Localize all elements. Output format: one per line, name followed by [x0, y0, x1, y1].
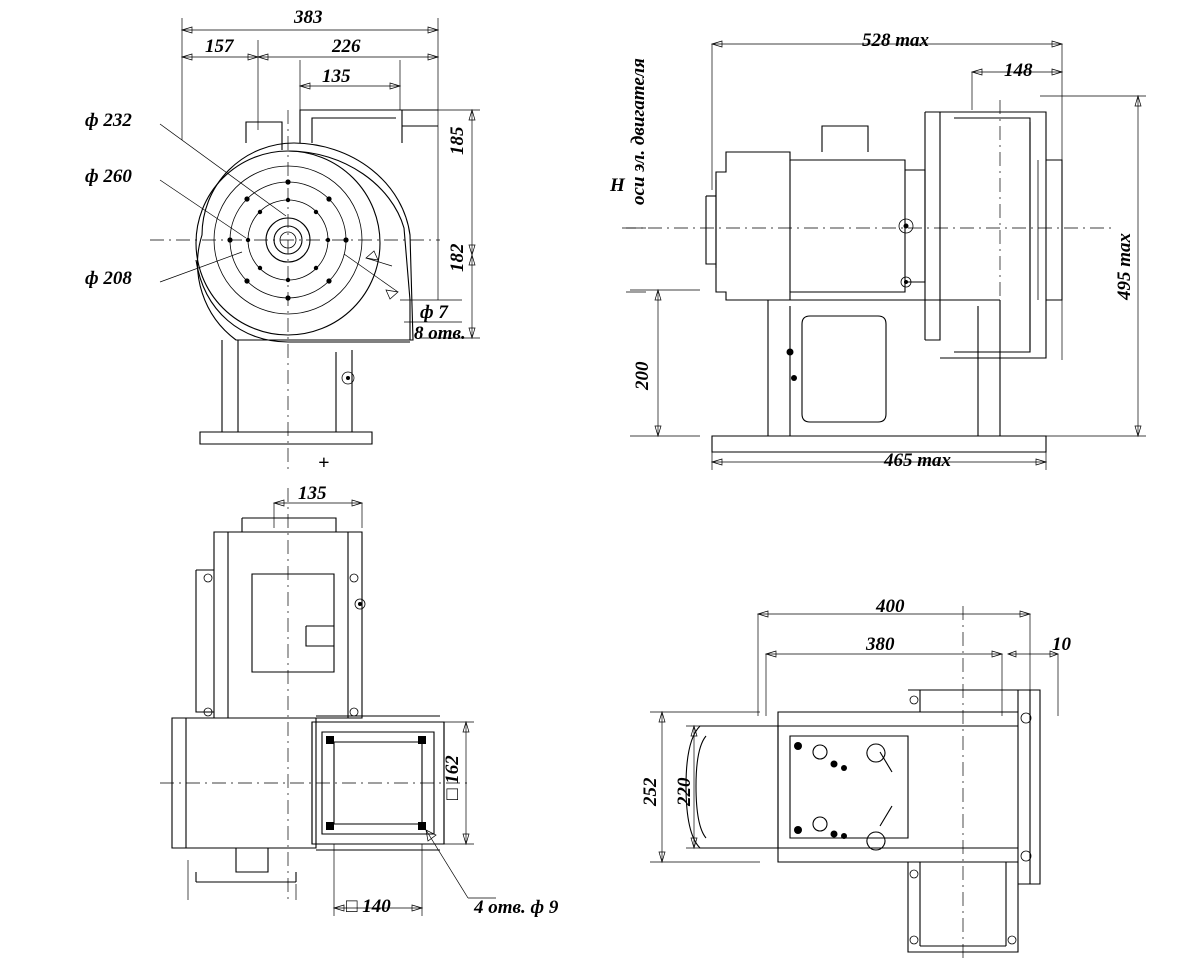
- axis-height-symbol: H: [610, 175, 625, 196]
- dim-528-max: 528 max: [862, 30, 930, 51]
- callout-dia-7: ф 7: [420, 302, 448, 323]
- callout-holes-8: 8 отв.: [414, 323, 466, 344]
- dim-162: □ 162: [442, 755, 463, 800]
- front-view-geometry: [150, 18, 480, 470]
- dim-226: 226: [332, 36, 361, 57]
- callout-4-holes-9: 4 отв. ф 9: [474, 897, 559, 918]
- dim-10: 10: [1052, 634, 1071, 655]
- dim-135-rear: 135: [298, 483, 327, 504]
- dim-135-front: 135: [322, 66, 351, 87]
- callout-dia-232: ф 232: [85, 110, 132, 131]
- dim-140: □ 140: [346, 896, 391, 917]
- dim-383: 383: [294, 7, 323, 28]
- plus-mark: +: [318, 452, 330, 474]
- rear-view-geometry: [160, 488, 496, 916]
- dim-400: 400: [876, 596, 905, 617]
- dim-148: 148: [1004, 60, 1033, 81]
- axis-motor-label: оси эл. двигателя: [628, 58, 649, 205]
- dim-252: 252: [640, 777, 661, 806]
- callout-dia-260: ф 260: [85, 166, 132, 187]
- dim-495-max: 495 max: [1114, 232, 1135, 300]
- top-view-geometry: [650, 606, 1058, 958]
- dim-182: 182: [447, 243, 468, 272]
- dim-380: 380: [866, 634, 895, 655]
- side-view-geometry: [622, 41, 1146, 470]
- dim-200: 200: [632, 361, 653, 390]
- dim-157: 157: [205, 36, 234, 57]
- dim-465-max: 465 max: [884, 450, 952, 471]
- dim-220: 220: [674, 777, 695, 806]
- callout-dia-208: ф 208: [85, 268, 132, 289]
- dim-185: 185: [447, 126, 468, 155]
